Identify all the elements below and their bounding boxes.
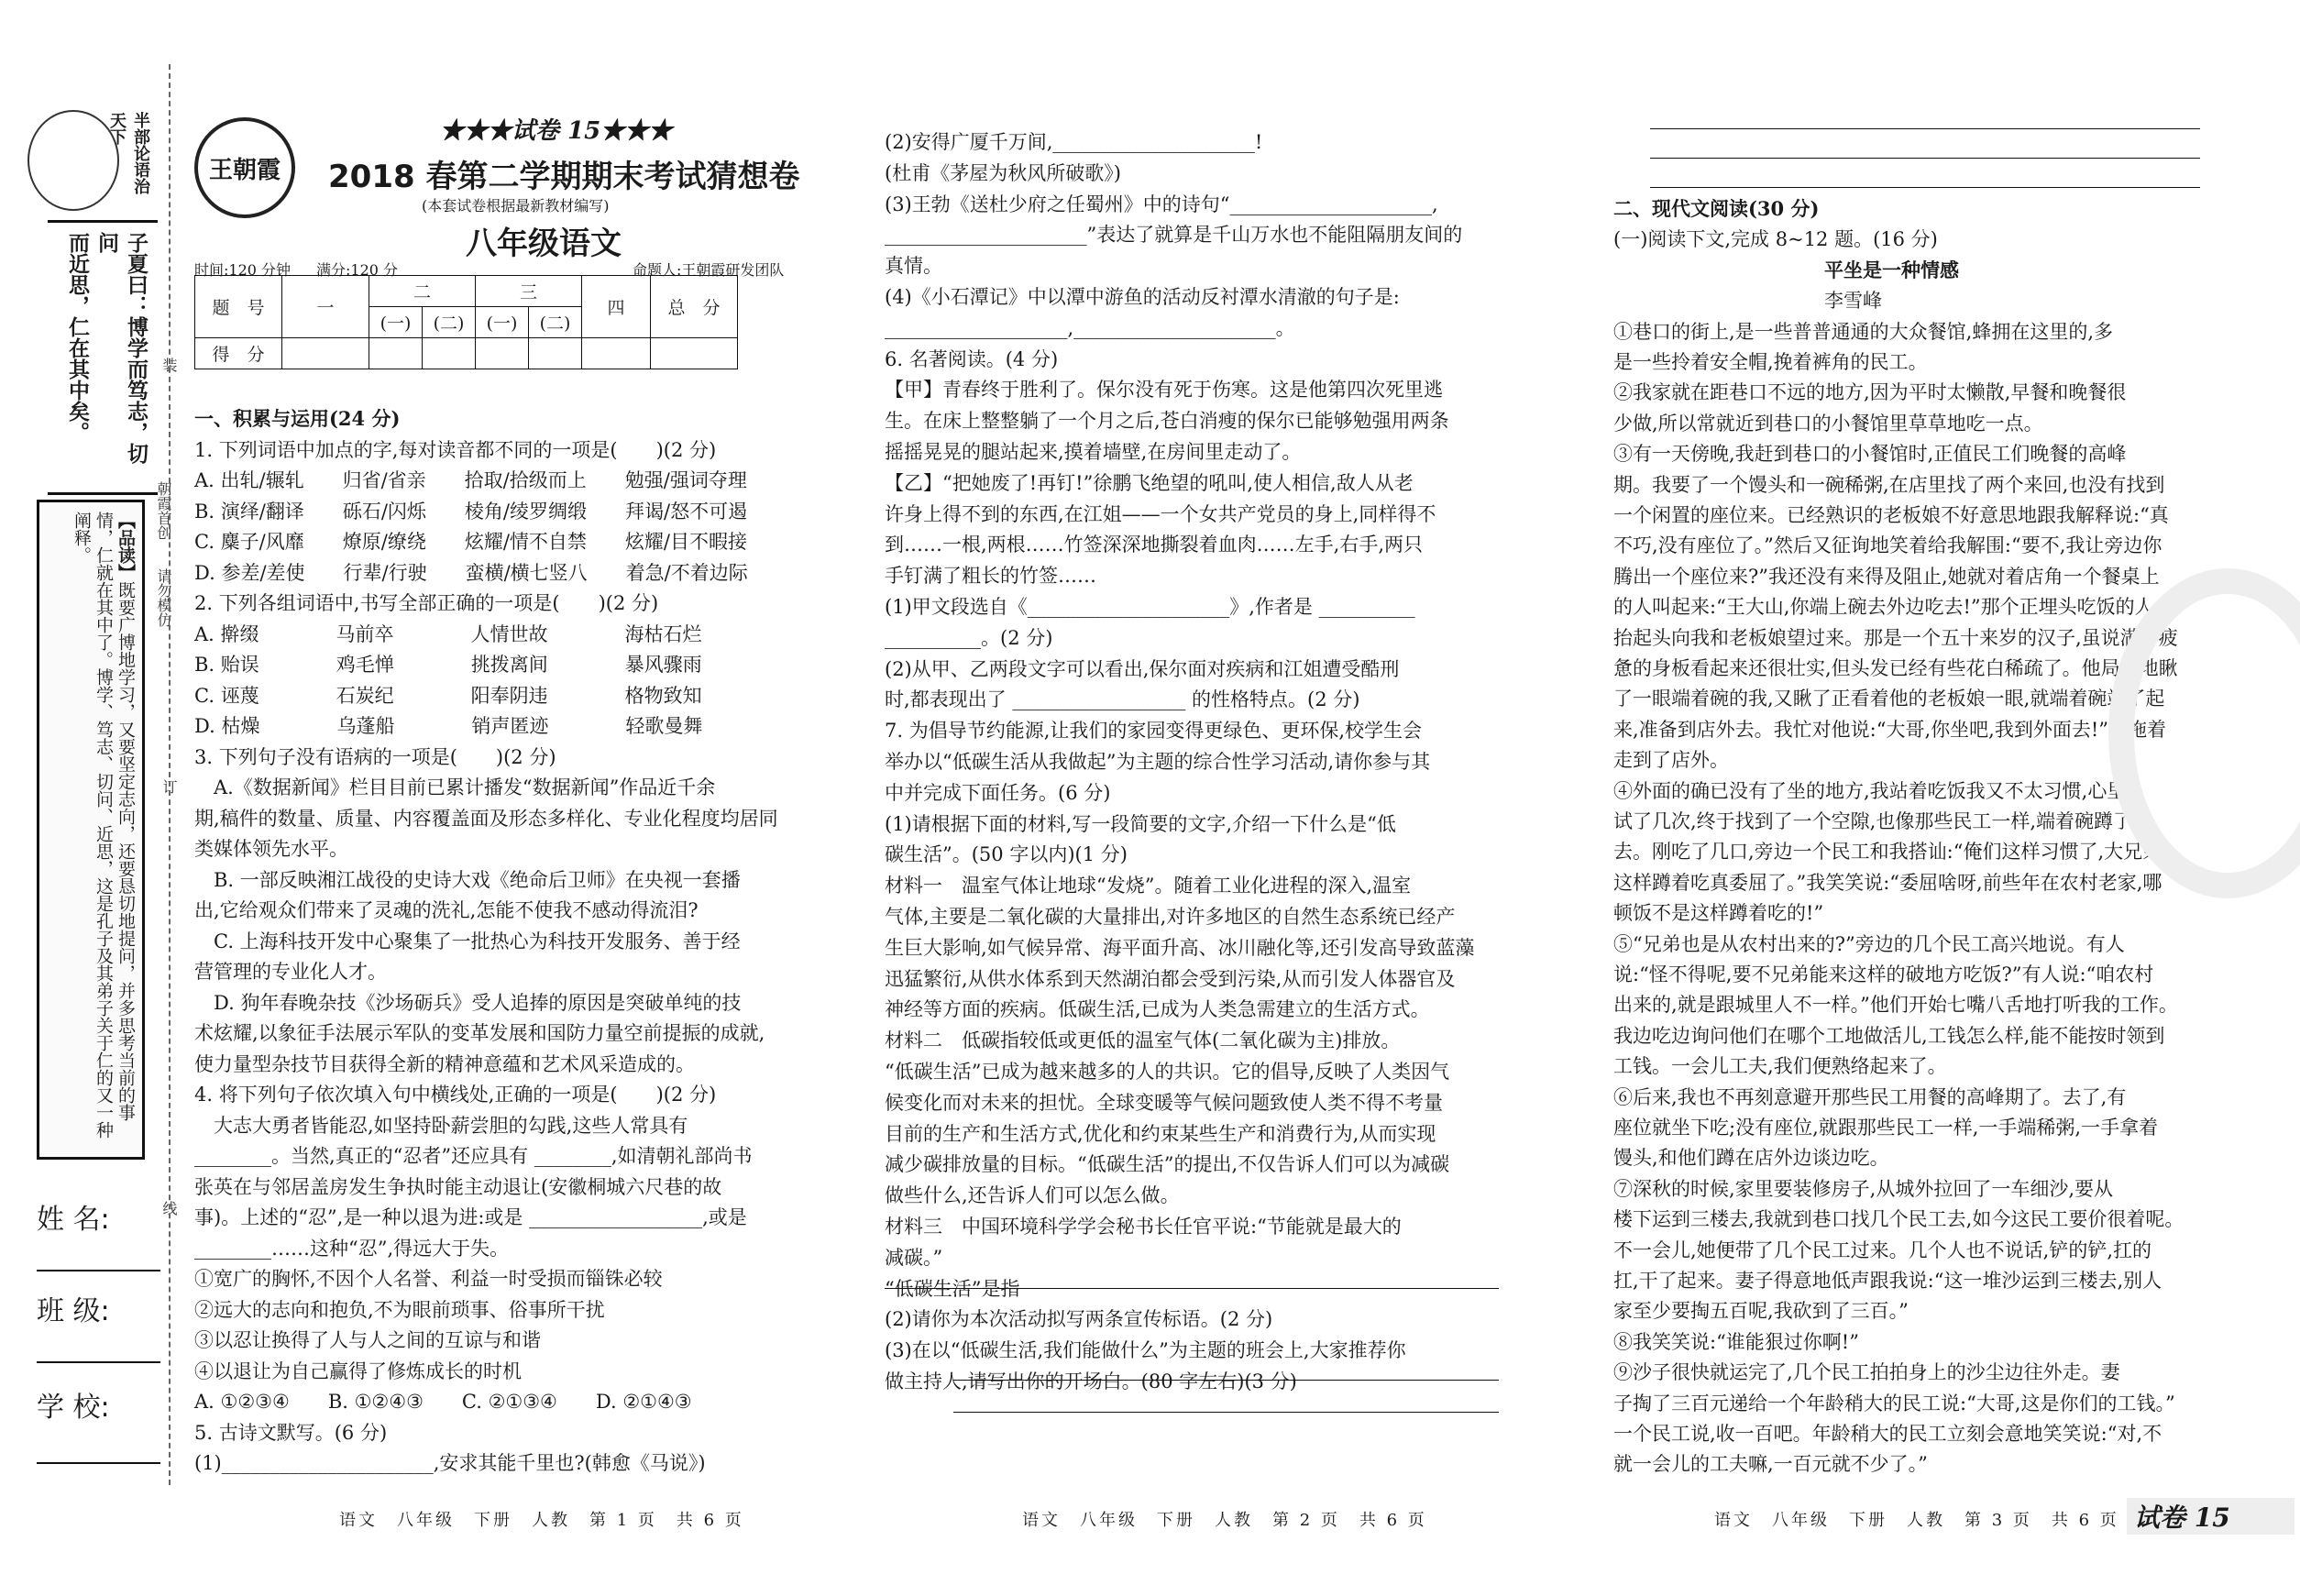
confucius-quote	[48, 220, 158, 495]
p3-line: ③有一天傍晚,我赶到巷口的小餐馆时,正值民工们晚餐的高峰	[1613, 443, 2127, 466]
p2-line: 许身上得不到的东西,在江姐——一个女共产党员的身上,同样得不	[885, 502, 1436, 525]
p1-line: 营管理的专业化人才。	[194, 961, 387, 983]
score-row-label: 得 分	[195, 338, 282, 369]
score-sub-1: (一)	[369, 307, 423, 338]
p1-line: 一、积累与运用(24 分)	[194, 407, 401, 430]
p3-line: ⑨沙子很快就运完了,几个民工拍拍身上的沙尘边往外走。妻	[1613, 1361, 2120, 1384]
p1-line: 出,它给观众们带来了灵魂的洗礼,怎能不使我不感动得流泪?	[194, 899, 699, 921]
p2-line: 材料三 中国环境科学学会秘书长任官平说:“节能就是最大的	[885, 1216, 1402, 1238]
footer-page-2: 语文 八年级 下册 人教 第 2 页 共 6 页	[1022, 1511, 1427, 1530]
p1-line: 张英在与邻居盖房发生争执时能主动退让(安徽桐城六尺巷的故	[194, 1175, 722, 1198]
p1-line: 术炫耀,以象征手法展示军队的变革发展和国防力量空前提振的成就,	[194, 1022, 765, 1044]
score-header-label: 题 号	[195, 276, 282, 338]
score-table	[194, 275, 738, 369]
p1-line: C. 麋子/风靡 燎原/缭绕 炫耀/情不自禁 炫耀/目不暇接	[194, 531, 747, 553]
p3-line: 一个闲置的座位来。已经熟识的老板娘不好意思地跟我解释说:“真	[1613, 504, 2169, 526]
p2-line: 碳生活”。(50 字以内)(1 分)	[885, 843, 1128, 866]
p3-line: 抬起头向我和老板娘望过来。那是一个五十来岁的汉子,虽说满身疲	[1613, 626, 2178, 649]
p2-line: (2)请你为本次活动拟写两条宣传标语。(2 分)	[885, 1308, 1273, 1331]
p2-line: 摇摇晃晃的腿站起来,摸着墙壁,在房间里走动了。	[885, 441, 1302, 463]
name-label: 姓 名:	[37, 1204, 110, 1236]
p2-line: 做些什么,还告诉人们可以怎么做。	[885, 1184, 1180, 1207]
p1-line: B. 一部反映湘江战役的史诗大戏《绝命后卫师》在央视一套播	[194, 868, 741, 891]
p3-line: ⑦深秋的时候,家里要装修房子,从城外拉回了一车细沙,要从	[1613, 1177, 2114, 1200]
answer-line[interactable]	[1650, 128, 2200, 129]
p1-line: 4. 将下列句子依次填入句中横线处,正确的一项是( )(2 分)	[194, 1084, 717, 1106]
p1-line: 1. 下列词语中加点的字,每对读音都不同的一项是( )(2 分)	[194, 438, 717, 461]
p2-line: _____________________”表达了就算是千山万水也不能阻隔朋友间的	[885, 224, 1463, 247]
p1-line: B. 贻误 鸡毛惮 挑拨离间 暴风骤雨	[194, 654, 702, 676]
p1-line: ④以退让为自己赢得了修炼成长的时机	[194, 1359, 522, 1382]
exam-note: (本套试卷根据最新教材编写)	[422, 197, 610, 215]
cut-mark-1: 装	[160, 358, 178, 372]
p2-line: 生巨大影响,如气候异常、海平面升高、冰川融化等,还引发高导致蓝藻	[885, 936, 1475, 959]
school-field[interactable]	[37, 1462, 160, 1464]
score-col-total: 总 分	[651, 276, 738, 338]
full-score: 满分:120 分	[316, 261, 399, 279]
p3-line: 腾出一个座位来?”我还没有来得及阻止,她就对着店角一个餐桌上	[1613, 565, 2160, 588]
p3-line: 我边吃边询问他们在哪个工地做活儿,工钱怎么样,能不能按时领到	[1613, 1024, 2165, 1047]
p3-line: ⑧我笑笑说:“谁能狠过你啊!”	[1613, 1330, 1859, 1353]
p1-line: 3. 下列句子没有语病的一项是( )(2 分)	[194, 745, 556, 768]
p2-line: 举办以“低碳生活从我做起”为主题的综合性学习活动,请你参与其	[885, 751, 1431, 773]
answer-line[interactable]	[1650, 158, 2200, 159]
p3-line: ①巷口的街上,是一些普普通通的大众餐馆,蜂拥在这里的,多	[1613, 320, 2114, 343]
p3-line: (一)阅读下文,完成 8~12 题。(16 分)	[1613, 228, 1938, 251]
p2-line: 材料二 低碳指较低或更低的温室气体(二氧化碳为主)排放。	[885, 1029, 1401, 1052]
p3-line: 说:“怪不得呢,要不兄弟能来这样的破地方吃饭?”有人说:“咱农村	[1613, 963, 2154, 985]
p3-line: 工钱。一会儿工夫,我们便熟络起来了。	[1613, 1055, 1947, 1078]
p2-line: 减少碳排放量的目标。“低碳生活”的提出,不仅告诉人们可以为减碳	[885, 1153, 1450, 1176]
side-note-2: 请勿模仿	[155, 568, 172, 627]
left-margin	[0, 0, 178, 1596]
p3-line: 平坐是一种情感	[1824, 258, 1959, 281]
p2-line: 目前的生产和生活方式,优化和约束某些生产和消费行为,从而实现	[885, 1122, 1436, 1145]
footer-page-1: 语文 八年级 下册 人教 第 1 页 共 6 页	[339, 1511, 744, 1530]
p2-line: 中并完成下面任务。(6 分)	[885, 781, 1111, 804]
p2-line: 7. 为倡导节约能源,让我们的家园变得更绿色、更环保,校学生会	[885, 720, 1423, 743]
score-cell[interactable]	[651, 338, 738, 369]
p3-line: 出来的,就是跟城里人不一样。”他们开始七嘴八舌地打听我的工作。	[1613, 994, 2178, 1017]
p2-line: (1)请根据下面的材料,写一段简要的文字,介绍一下什么是“低	[885, 812, 1396, 835]
p3-line: 是一些拎着安全帽,挽着裤角的民工。	[1613, 351, 1928, 373]
school-label: 学 校:	[37, 1392, 110, 1424]
p2-line: 迅猛繁衍,从供水体系到天然湖泊都会受到污染,从而引发人体器官及	[885, 967, 1456, 990]
pindu-box	[37, 500, 145, 1160]
p1-line: ①宽广的胸怀,不因个人名誉、利益一时受损而锱铢必较	[194, 1268, 663, 1290]
exam-author: 命题人:王朝霞研发团队	[633, 261, 785, 279]
p3-line: 走到了店外。	[1613, 749, 1729, 772]
p2-line: (杜甫《茅屋为秋风所破歌》)	[885, 161, 1121, 184]
exam-title: 2018 春第二学期期末考试猜想卷	[328, 159, 800, 195]
p2-line: (2)安得广厦千万间,_____________________!	[885, 131, 1263, 153]
p2-line: 减碳。”	[885, 1246, 943, 1269]
p1-line: C. 上海科技开发中心聚集了一批热心为科技开发服务、善于经	[194, 930, 741, 952]
quote-line-1: 子夏曰：博学而笃志，切问	[94, 232, 148, 464]
p1-line: B. 演绎/翻译 砾石/闪烁 棱角/绫罗绸缎 拜谒/怒不可遏	[194, 500, 748, 523]
p1-line: A. 出轧/辗轧 归省/省亲 拾取/拾级而上 勉强/强词夺理	[194, 469, 747, 491]
p3-line: ④外面的确已没有了坐的地方,我站着吃饭我又不太习惯,心里	[1613, 779, 2127, 802]
p1-line: D. 枯燥 乌蓬船 销声匿迹 轻歌曼舞	[194, 715, 703, 737]
score-sub-2: (二)	[423, 307, 476, 338]
p1-line: ________……这种“忍”,得远大于失。	[194, 1237, 510, 1260]
score-cell[interactable]	[423, 338, 476, 369]
answer-line[interactable]	[953, 1412, 1499, 1413]
answer-line[interactable]	[1650, 187, 2200, 188]
p3-line: 扛,干了起来。妻子得意地低声跟我说:“这一堆沙运到三楼去,别人	[1613, 1270, 2162, 1292]
pindu-text: 既要广博地学习，又要坚定志向，还要恳切地提问，并多思考当前的事情，仁就在其中了。博学、笃志、切问、近思，这是孔子及其弟子关于仁的又一种阐释。	[72, 512, 136, 1139]
p2-line: 材料一 温室气体让地球“发烧”。随着工业化进程的深入,温室	[885, 875, 1412, 897]
p3-line: 这样蹲着吃真委屈了。”我笑笑说:“委屈啥呀,前些年在农村老家,哪	[1613, 871, 2162, 894]
p2-line: “低碳生活”是指	[885, 1277, 1020, 1300]
score-cell[interactable]	[476, 338, 529, 369]
p2-line: (3)在以“低碳生活,我们能做什么”为主题的班会上,大家推荐你	[885, 1339, 1406, 1362]
p2-line: 手钉满了粗长的竹签……	[885, 565, 1096, 588]
p2-line: “低碳生活”已成为越来越多的人的共识。它的倡导,反映了人类因气	[885, 1061, 1450, 1083]
p1-line: 使力量型杂技节目获得全新的精神意蕴和艺术风采造成的。	[194, 1052, 695, 1075]
logo-badge	[194, 117, 295, 218]
p3-line: 二、现代文阅读(30 分)	[1613, 197, 1820, 220]
side-note-1: 朝霞首创	[155, 481, 172, 540]
p1-line: ③以忍让换得了人与人之间的互谅与和谐	[194, 1329, 541, 1351]
p3-line: 馒头,和他们蹲在店外边谈边吃。	[1613, 1147, 1889, 1170]
p3-line: 座位就坐下吃;没有座位,就跟那些民工一样,一手端稀粥,一手拿着	[1613, 1117, 2159, 1139]
p3-line: 家至少要掏五百呢,我砍到了三百。”	[1613, 1300, 1909, 1323]
footer-page-3: 语文 八年级 下册 人教 第 3 页 共 6 页	[1714, 1511, 2119, 1530]
p1-line: 事)。上述的“忍”,是一种以退为进:或是 __________________,或是	[194, 1206, 747, 1228]
p3-line: 去。刚吃了几口,旁边一个民工和我搭讪:“俺们这样习惯了,大兄弟	[1613, 841, 2162, 864]
p1-line: (1)______________________,安求其能千里也?(韩愈《马说》)	[194, 1452, 706, 1474]
score-cell[interactable]	[582, 338, 651, 369]
motto: 半部论语治天下	[107, 112, 150, 194]
cut-mark-3: 线	[160, 1201, 178, 1216]
p1-line: 5. 古诗文默写。(6 分)	[194, 1421, 388, 1444]
p2-line: 时,都表现出了 __________________ 的性格特点。(2 分)	[885, 688, 1360, 711]
p3-line: ②我家就在距巷口不远的地方,因为平时太懒散,早餐和晚餐很	[1613, 381, 2127, 404]
p3-line: 楼下运到三楼去,我就到巷口找几个民工去,如今这民工要价很着呢。	[1613, 1208, 2184, 1231]
p2-line: (3)王勃《送杜少府之任蜀州》中的诗句“_____________________,	[885, 193, 1438, 215]
answer-line[interactable]	[953, 1380, 1499, 1381]
p2-line: (1)甲文段选自《_____________________》,作者是 __________	[885, 596, 1415, 618]
p2-line: 做主持人,请写出你的开场白。(80 字左右)(3 分)	[885, 1370, 1297, 1392]
p3-line: 不巧,没有座位了。”然后又征询地笑着给我解围:“要不,我让旁边你	[1613, 534, 2162, 557]
p3-line: 了一眼端着碗的我,又瞅了正看着他的老板娘一眼,就端着碗站了起	[1613, 688, 2165, 710]
p3-line: 少做,所以常就近到巷口的小餐馆里草草地吃一点。	[1613, 412, 2043, 435]
p2-line: 【甲】青春终于胜利了。保尔没有死于伤寒。这是他第四次死里逃	[885, 379, 1443, 402]
class-label: 班 级:	[37, 1295, 110, 1327]
p1-line: D. 狗年春晚杂技《沙场砺兵》受人追捧的原因是突破单纯的技	[194, 991, 742, 1014]
score-col-3: 三	[476, 276, 582, 307]
p3-line: 不一会儿,她便带了几个民工过来。几个人也不说话,铲的铲,扛的	[1613, 1238, 2152, 1261]
p1-line: D. 参差/差使 行辈/行驶 蛮横/横七竖八 着急/不着边际	[194, 561, 748, 584]
p3-line: ⑤“兄弟也是从农村出来的?”旁边的几个民工高兴地说。有人	[1613, 932, 2125, 955]
p1-line: 类媒体领先水平。	[194, 838, 348, 860]
score-cell[interactable]	[282, 338, 369, 369]
p2-line: 候变化而对未来的担忧。全球变暖等气候问题致使人类不得不考量	[885, 1091, 1443, 1114]
p3-line: 李雪峰	[1824, 290, 1882, 313]
p1-line: 期,稿件的数量、质量、内容覆盖面及形态多样化、专业化程度均居同	[194, 807, 778, 830]
p2-line: 6. 名著阅读。(4 分)	[885, 347, 1059, 370]
p1-line: A.《数据新闻》栏目目前已累计播发“数据新闻”作品近千余	[194, 776, 716, 798]
p3-line: 顿饭不是这样蹲着吃的!”	[1613, 902, 1824, 925]
p3-line: 惫的身板看起来还很壮实,但头发已经有些花白稀疏了。他局促地瞅	[1613, 657, 2178, 679]
p3-line: 子掏了三百元递给一个年龄稍大的民工说:“大哥,这是你们的工钱。”	[1613, 1392, 2175, 1414]
score-col-2: 二	[369, 276, 476, 307]
cut-line	[169, 64, 171, 1485]
logo-text: 王朝霞	[208, 156, 281, 184]
answer-line[interactable]	[885, 1288, 1499, 1289]
series-label: ★★★试卷 15★★★	[440, 117, 673, 145]
exam-time: 时间:120 分钟	[194, 261, 292, 279]
p1-line: ②远大的志向和抱负,不为眼前琐事、俗事所干扰	[194, 1298, 605, 1321]
pindu-heading: 【品读】	[116, 512, 136, 581]
p2-line: 神经等方面的疾病。低碳生活,已成为人类急需建立的生活方式。	[885, 998, 1430, 1021]
p3-line: 就一会儿的工夫嘛,一百元就不少了。”	[1613, 1453, 1928, 1476]
score-col-1: 一	[282, 276, 369, 338]
p1-line: C. 诬蔑 石炭纪 阳奉阴违 格物致知	[194, 684, 702, 707]
subject-title: 八年级语文	[466, 226, 622, 262]
cut-mark-2: 订	[160, 779, 178, 794]
class-field[interactable]	[37, 1361, 160, 1363]
p2-line: 真情。	[885, 255, 942, 278]
p3-line: 试了几次,终于找到了一个空隙,也像那些民工一样,端着碗蹲了下	[1613, 810, 2152, 832]
p2-line: 气体,主要是二氧化碳的大量排出,对许多地区的自然生态系统已经产	[885, 906, 1456, 928]
p2-line: __________。(2 分)	[885, 626, 1053, 649]
p1-line: 2. 下列各组词语中,书写全部正确的一项是( )(2 分)	[194, 592, 659, 614]
p2-line: 【乙】“把她废了!再钉!”徐鹏飞绝望的吼叫,使人相信,敌人从老	[885, 471, 1414, 494]
p3-line: 来,准备到店外去。我忙对他说:“大哥,你坐吧,我到外面去!”就拖着	[1613, 718, 2167, 741]
score-cell[interactable]	[529, 338, 582, 369]
p1-line: A. ①②③④ B. ①②④③ C. ②①③④ D. ②①④③	[194, 1391, 692, 1413]
p3-line: 的人叫起来:“王大山,你端上碗去外边吃去!”那个正埋头吃饭的人	[1613, 596, 2154, 619]
p3-line: ⑥后来,我也不再刻意避开那些民工用餐的高峰期了。去了,有	[1613, 1085, 2127, 1108]
score-col-4: 四	[582, 276, 651, 338]
p3-line: 期。我要了一个馒头和一碗稀粥,在店里找了两个来回,也没有找到	[1613, 473, 2165, 496]
p2-line: ___________________,_____________________。	[885, 316, 1295, 339]
p1-line: A. 擀缀 马前卒 人情世故 海枯石烂	[194, 622, 702, 645]
corner-label: 试卷 15	[2127, 1498, 2294, 1535]
p2-line: (4)《小石潭记》中以潭中游鱼的活动反衬潭水清澈的句子是:	[885, 286, 1400, 308]
p1-line: 大志大勇者皆能忍,如坚持卧薪尝胆的勾践,这些人常具有	[194, 1114, 688, 1137]
p1-line: ________。当然,真正的“忍者”还应具有 ________,如清朝礼部尚书	[194, 1145, 753, 1167]
quote-line-2: 而近思，仁在其中矣。	[65, 232, 89, 443]
score-cell[interactable]	[369, 338, 423, 369]
p2-line: 到……一根,两根……竹签深深地撕裂着血肉……左手,右手,两只	[885, 534, 1424, 556]
score-sub-4: (二)	[529, 307, 582, 338]
p2-line: (2)从甲、乙两段文字可以看出,保尔面对疾病和江姐遭受酷刑	[885, 657, 1400, 680]
score-sub-3: (一)	[476, 307, 529, 338]
p3-line: 一个民工说,收一百吧。年龄稍大的民工立刻会意地笑笑说:“对,不	[1613, 1423, 2162, 1445]
p2-line: 生。在床上整整躺了一个月之后,苍白消瘦的保尔已能够勉强用两条	[885, 410, 1449, 433]
name-field[interactable]	[37, 1270, 160, 1271]
